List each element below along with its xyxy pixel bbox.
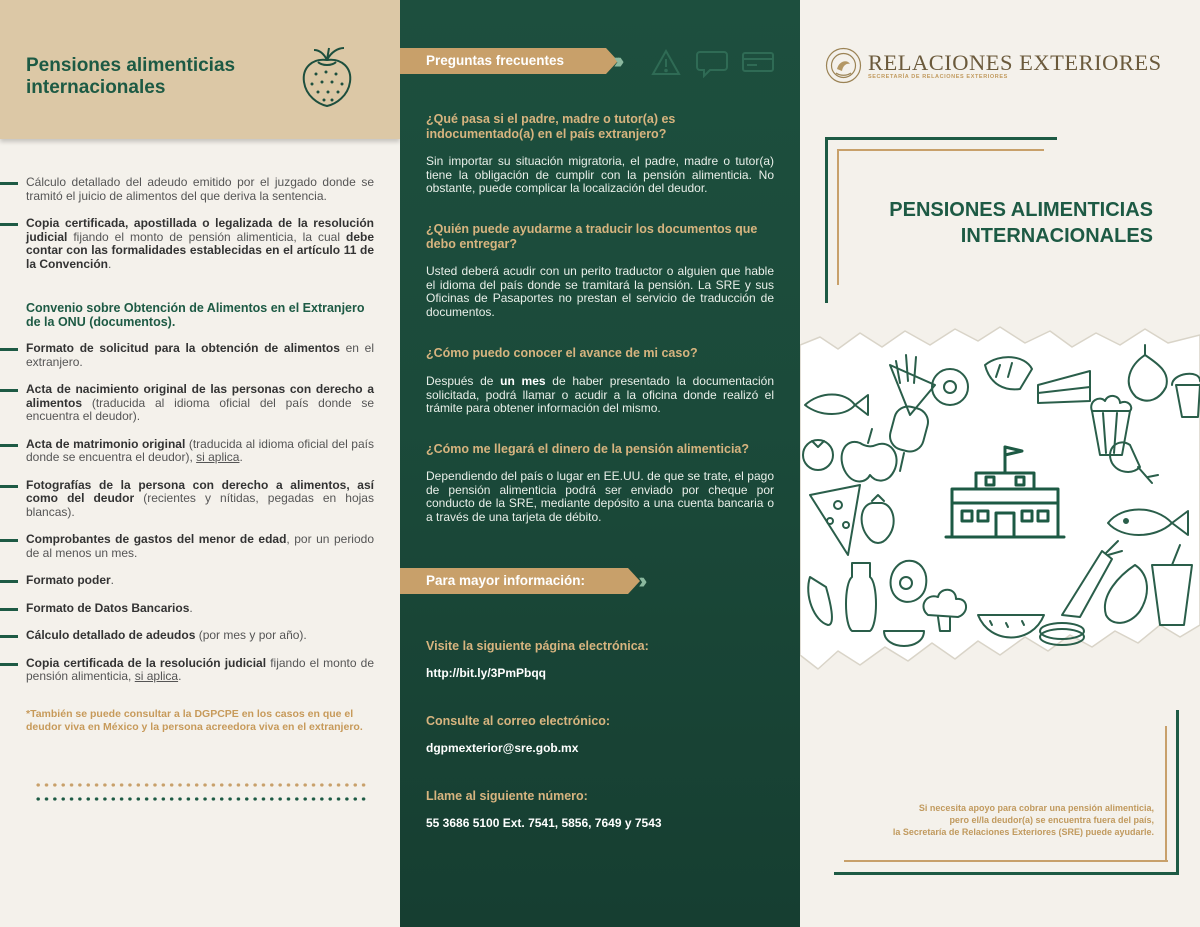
list-item: Acta de nacimiento original de las personas con derecho a alimentos (traducida al idioma oficial del país donde se encuentra el deudor). [0, 383, 400, 424]
web-link[interactable]: http://bit.ly/3PmPbqq [426, 666, 546, 680]
list-item: Copia certificada de la resolución judicial fijando el monto de pensión alimenticia, si aplica. [0, 657, 400, 684]
si-aplica-link[interactable]: si aplica [134, 669, 179, 683]
strawberry-icon [296, 44, 358, 108]
list-item: Comprobantes de gastos del menor de edad, por un periodo de al menos un mes. [0, 533, 400, 560]
frame-line [1165, 726, 1167, 862]
list-item: Cálculo detallado del adeudo emitido por el juzgado donde se tramitó el juicio de alimentos del que deriva la sentencia. [0, 176, 400, 203]
gold-dot-divider [34, 783, 368, 787]
faq-answer: Dependiendo del país o lugar en EE.UU. de que se trate, el pago de pensión alimenticia podrá ser enviado por cheque por conducto de la SRE, mediante depósito a una cuenta bancaria o a través de una tarjeta de débito. [426, 469, 774, 524]
faq-answer: Usted deberá acudir con un perito traductor o alguien que hable el idioma del país donde se tramitará la pensión. La SRE y sus Oficinas de Pasaportes no prestan el servicio de traducción de documentos. [426, 264, 774, 319]
middle-panel [400, 0, 800, 927]
green-dot-divider [34, 797, 368, 801]
list-item: Cálculo detallado de adeudos (por mes y por año). [0, 629, 400, 643]
left-header [0, 0, 400, 139]
faq-question: ¿Cómo puedo conocer el avance de mi caso? [426, 346, 698, 360]
requirements-list [0, 176, 400, 734]
faq-banner: Preguntas frecuentes [400, 48, 606, 74]
list-item: Formato poder. [0, 574, 400, 588]
faq-question: ¿Quién puede ayudarme a traducir los documentos que debo entregar? [426, 222, 758, 251]
list-item: Fotografías de la persona con derecho a alimentos, así como del deudor (recientes y nítidas, pegadas en hojas blancas). [0, 479, 400, 520]
logo-text: RELACIONES EXTERIORES [868, 50, 1162, 75]
food-collage-illustration [800, 325, 1200, 697]
cover-support-text: Si necesita apoyo para cobrar una pensión alimenticia, pero el/la deudor(a) se encuentra fuera del país, la Secretaría de Relaciones Exteriores (SRE) puede ayudarle. [892, 803, 1154, 837]
frame-line [844, 860, 1168, 862]
frame-line [837, 149, 1044, 151]
warning-icon [653, 51, 679, 74]
frame-line [825, 137, 828, 303]
frame-line [1176, 710, 1179, 875]
card-icon [743, 53, 773, 71]
info-banner: Para mayor información: [400, 568, 628, 594]
web-label: Visite la siguiente página electrónica: [426, 639, 649, 653]
list-item: Acta de matrimonio original (traducida al idioma oficial del país donde se encuentra el deudor), si aplica. [0, 438, 400, 465]
right-panel [800, 0, 1200, 927]
email-link[interactable]: dgpmexterior@sre.gob.mx [426, 741, 579, 755]
faq-question: ¿Cómo me llegará el dinero de la pensión alimenticia? [426, 442, 749, 456]
frame-line [825, 137, 1057, 140]
phone-number[interactable]: 55 3686 5100 Ext. 7541, 5856, 7649 y 7543 [426, 816, 662, 830]
frame-line [837, 149, 839, 285]
chat-bubble-icon [697, 52, 727, 76]
list-item: Formato de solicitud para la obtención de alimentos en el extranjero. [0, 342, 400, 369]
phone-label: Llame al siguiente número: [426, 789, 588, 803]
list-item: Copia certificada, apostillada o legalizada de la resolución judicial fijando el monto de pensión alimenticia, la cual debe contar con las formalidades establecidas en el artículo 11 de la Convención. [0, 217, 400, 271]
cover-title: PENSIONES ALIMENTICIAS INTERNACIONALES [889, 199, 1153, 247]
email-label: Consulte al correo electrónico: [426, 714, 611, 728]
frame-line [834, 872, 1179, 875]
left-header-title: Pensiones alimenticias internacionales [26, 55, 236, 98]
faq-icons [650, 48, 780, 78]
si-aplica-link[interactable]: si aplica [196, 450, 240, 464]
logo-subtitle: SECRETARÍA DE RELACIONES EXTERIORES [868, 74, 1008, 80]
left-panel [0, 0, 400, 927]
mexico-seal-icon [825, 47, 862, 84]
faq-answer: Sin importar su situación migratoria, el padre, madre o tutor(a) tiene la obligación de cumplir con la pensión alimenticia. No obstante, puede complicar la localización del deudor. [426, 154, 774, 195]
convenio-heading: Convenio sobre Obtención de Alimentos en el Extranjero de la ONU (documentos). [26, 301, 365, 329]
faq-answer: Después de un mes de haber presentado la documentación solicitada, podrá llamar o acudir a la oficina donde realizó el trámite para obtener información del mismo. [426, 374, 774, 415]
footnote: *También se puede consultar a la DGPCPE en los casos en que el deudor viva en México y la persona acreedora viva en el extranjero. [26, 707, 363, 733]
list-item: Formato de Datos Bancarios. [0, 602, 400, 616]
faq-question: ¿Qué pasa si el padre, madre o tutor(a) es indocumentado(a) en el país extranjero? [426, 112, 676, 141]
